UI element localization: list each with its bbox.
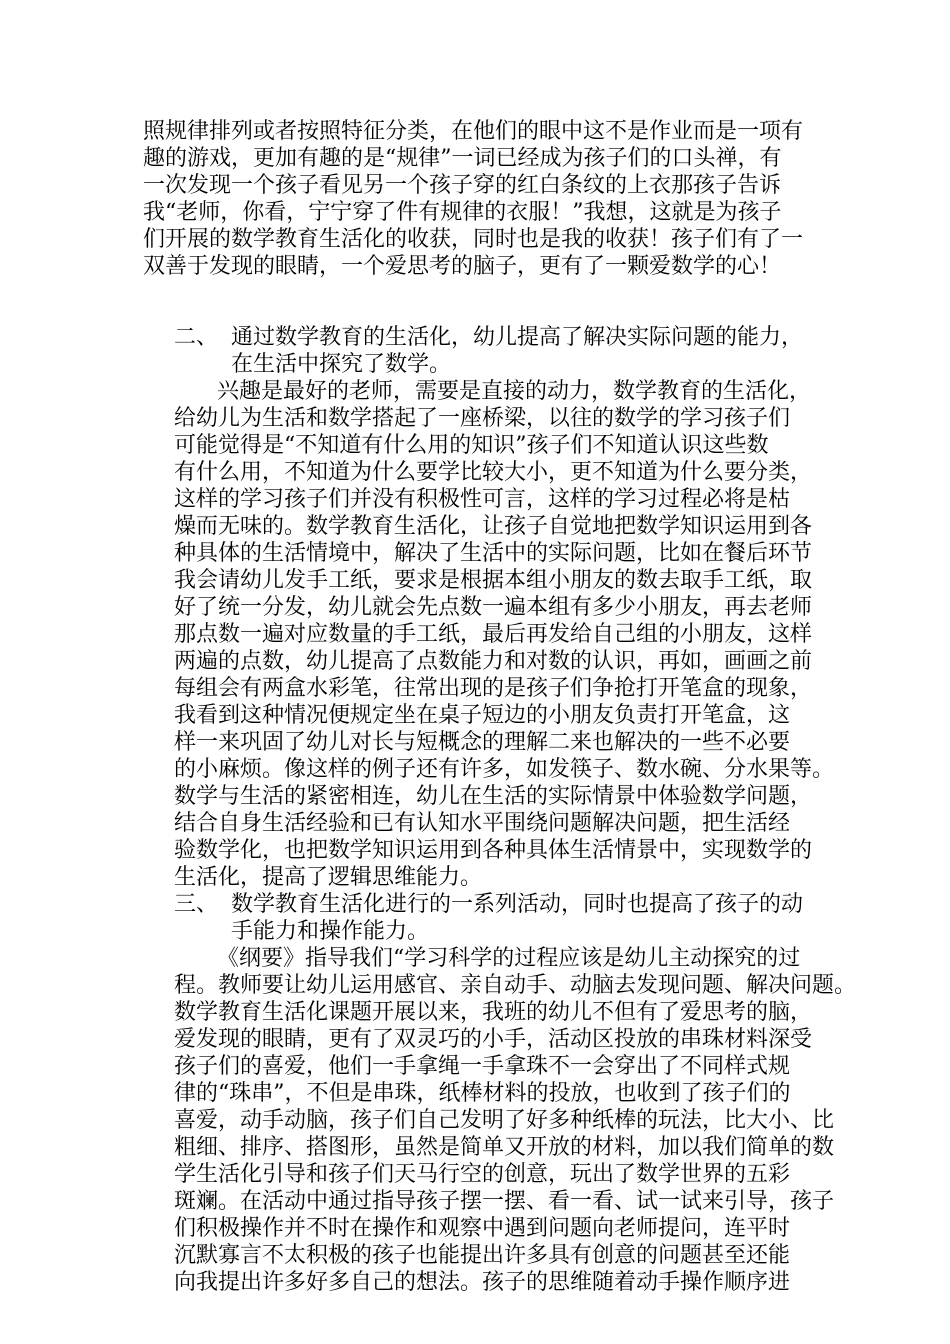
paragraph-1-line: 双善于发现的眼睛，一个爱思考的脑子，更有了一颗爱数学的心！ xyxy=(143,254,782,279)
section-3-body-line: 们积极操作并不时在操作和观察中遇到问题向老师提问，连平时 xyxy=(174,1216,791,1241)
paragraph-1-line: 我“老师，你看，宁宁穿了件有规律的衣服！”我想，这就是为孩子 xyxy=(143,200,782,225)
section-3-body-line: 喜爱，动手动脑，孩子们自己发明了好多种纸棒的玩法，比大小、比 xyxy=(174,1108,835,1133)
section-2-body-line: 可能觉得是“不知道有什么用的知识”孩子们不知道认识这些数 xyxy=(174,433,769,458)
section-2-body-line: 有什么用，不知道为什么要学比较大小，更不知道为什么要分类， xyxy=(174,460,813,485)
paragraph-1-line: 趣的游戏，更加有趣的是“规律”一词已经成为孩子们的口头禅，有 xyxy=(143,146,782,171)
section-3-heading: 手能力和操作能力。 xyxy=(231,919,430,944)
section-2-body-line: 生活化，提高了逻辑思维能力。 xyxy=(174,865,483,890)
section-2-body-line: 每组会有两盒水彩笔，往常出现的是孩子们争抢打开笔盒的现象， xyxy=(174,676,813,701)
section-2-body-line: 给幼儿为生活和数学搭起了一座桥梁，以往的数学的学习孩子们 xyxy=(174,406,791,431)
section-2-body-line: 两遍的点数，幼儿提高了点数能力和对数的认识，再如，画画之前 xyxy=(174,649,813,674)
section-2-heading: 通过数学教育的生活化，幼儿提高了解决实际问题的能力， xyxy=(231,325,804,350)
section-2-body-line: 我看到这种情况便规定坐在桌子短边的小朋友负责打开笔盒，这 xyxy=(174,703,791,728)
section-3-body-line: 程。教师要让幼儿运用感官、亲自动手、动脑去发现问题、解决问题。 xyxy=(174,973,857,998)
section-2-heading: 在生活中探究了数学。 xyxy=(231,352,452,377)
section-2-body-line: 燥而无味的。数学教育生活化，让孩子自觉地把数学知识运用到各 xyxy=(174,514,813,539)
section-2-body-line: 数学与生活的紧密相连，幼儿在生活的实际情景中体验数学问题， xyxy=(174,784,813,809)
section-3-body-line: 《纲要》指导我们“学习科学的过程应该是幼儿主动探究的过 xyxy=(217,946,801,971)
paragraph-1-line: 一次发现一个孩子看见另一个孩子穿的红白条纹的上衣那孩子告诉 xyxy=(143,173,782,198)
section-2-number: 二、 xyxy=(174,325,219,350)
section-3-heading: 数学教育生活化进行的一系列活动，同时也提高了孩子的动 xyxy=(231,892,804,917)
section-2-body-line: 我会请幼儿发手工纸，要求是根据本组小朋友的数去取手工纸，取 xyxy=(174,568,813,593)
section-3-body-line: 沉默寡言不太积极的孩子也能提出许多具有创意的问题甚至还能 xyxy=(174,1243,791,1268)
section-2-body-line: 好了统一分发，幼儿就会先点数一遍本组有多少小朋友，再去老师 xyxy=(174,595,813,620)
section-3-body-line: 爱发现的眼睛，更有了双灵巧的小手，活动区投放的串珠材料深受 xyxy=(174,1027,813,1052)
section-3-body-line: 律的“珠串”，不但是串珠，纸棒材料的投放，也收到了孩子们的 xyxy=(174,1081,791,1106)
section-2-body-line: 兴趣是最好的老师，需要是直接的动力，数学教育的生活化， xyxy=(217,379,812,404)
section-3-body-line: 向我提出许多好多自己的想法。孩子的思维随着动手操作顺序进 xyxy=(174,1270,791,1295)
section-3-number: 三、 xyxy=(174,892,219,917)
section-3-body-line: 数学教育生活化课题开展以来，我班的幼儿不但有了爱思考的脑， xyxy=(174,1000,813,1025)
section-3-body-line: 学生活化引导和孩子们天马行空的创意，玩出了数学世界的五彩 xyxy=(174,1162,791,1187)
section-2-body-line: 结合自身生活经验和已有认知水平围绕问题解决问题，把生活经 xyxy=(174,811,791,836)
paragraph-1-line: 照规律排列或者按照特征分类，在他们的眼中这不是作业而是一项有 xyxy=(143,119,804,144)
section-2-body-line: 这样的学习孩子们并没有积极性可言，这样的学习过程必将是枯 xyxy=(174,487,791,512)
section-3-body-line: 粗细、排序、搭图形，虽然是简单又开放的材料，加以我们简单的数 xyxy=(174,1135,835,1160)
section-3-body-line: 斑斓。在活动中通过指导孩子摆一摆、看一看、试一试来引导，孩子 xyxy=(174,1189,835,1214)
section-2-body-line: 样一来巩固了幼儿对长与短概念的理解二来也解决的一些不必要 xyxy=(174,730,791,755)
section-2-body-line: 的小麻烦。像这样的例子还有许多，如发筷子、数水碗、分水果等。 xyxy=(174,757,835,782)
section-2-body-line: 种具体的生活情境中，解决了生活中的实际问题，比如在餐后环节 xyxy=(174,541,813,566)
section-3-body-line: 孩子们的喜爱，他们一手拿绳一手拿珠不一会穿出了不同样式规 xyxy=(174,1054,791,1079)
section-2-body-line: 验数学化，也把数学知识运用到各种具体生活情景中，实现数学的 xyxy=(174,838,813,863)
paragraph-1-line: 们开展的数学教育生活化的收获，同时也是我的收获！孩子们有了一 xyxy=(143,227,804,252)
section-2-body-line: 那点数一遍对应数量的手工纸，最后再发给自己组的小朋友，这样 xyxy=(174,622,813,647)
